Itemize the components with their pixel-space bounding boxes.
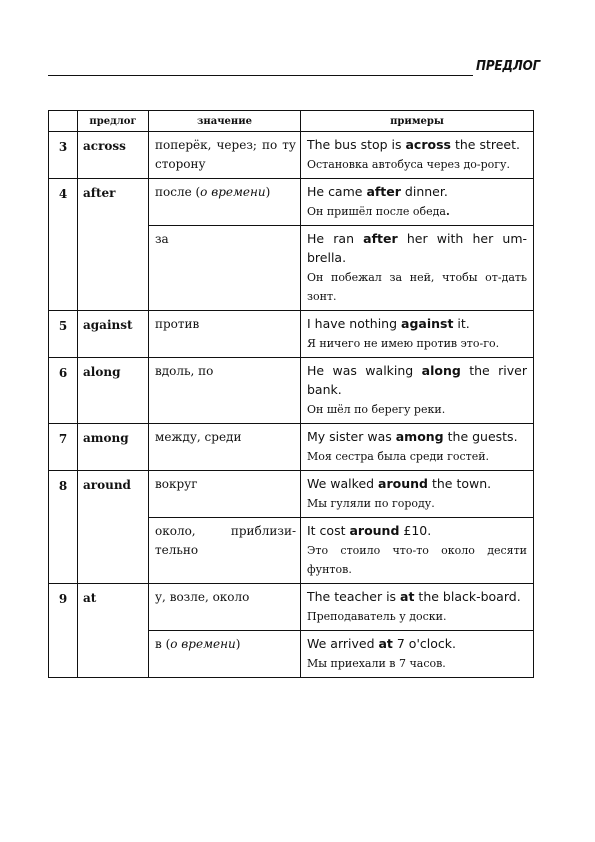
example-english-run: He ran [307, 231, 364, 246]
example-cell [301, 132, 534, 179]
example-russian-run: Он побежал за ней, чтобы от-дать зонт. [307, 271, 527, 303]
example-english-run: among [395, 429, 444, 444]
example-russian-run: Остановка автобуса через до-рогу. [307, 158, 511, 171]
table-row [49, 584, 534, 631]
row-number: 4 [49, 179, 78, 311]
meaning-cell: у, возле, около [149, 584, 301, 631]
example-cell [301, 631, 534, 678]
example-russian-run: Я ничего не имею против это-го. [307, 337, 500, 350]
meaning-run: в ( [155, 637, 171, 651]
example-english-run: I have nothing [307, 316, 402, 331]
example-english-run: We walked [307, 476, 379, 491]
example-english-run: the guests. [443, 429, 518, 444]
example-russian [307, 607, 527, 626]
example-english-run: We arrived [307, 636, 379, 651]
example-english-run: her with her um-brella. [307, 231, 528, 265]
example-cell [301, 471, 534, 518]
example-english-run: along [421, 363, 461, 378]
preposition-cell: against [78, 311, 149, 358]
table-row [49, 358, 534, 424]
example-cell [301, 584, 534, 631]
preposition-cell: among [78, 424, 149, 471]
meaning-cell [149, 631, 301, 678]
example-english [307, 314, 527, 333]
table-header-row [49, 111, 534, 132]
example-english-run: He came [307, 184, 367, 199]
example-russian [307, 268, 527, 306]
meaning-cell: вокруг [149, 471, 301, 518]
example-russian [307, 494, 527, 513]
example-russian-run: Он шёл по берегу реки. [307, 403, 446, 416]
example-cell [301, 311, 534, 358]
meaning-run: о времени [200, 185, 266, 199]
example-russian [307, 155, 527, 174]
example-english-run: It cost [307, 523, 350, 538]
example-english [307, 587, 527, 606]
example-cell [301, 179, 534, 226]
meaning-run: после ( [155, 185, 201, 199]
example-russian-run: Мы гуляли по городу. [307, 497, 435, 510]
meaning-cell: поперёк, через; по ту сторону [149, 132, 301, 179]
example-cell [301, 226, 534, 311]
example-cell [301, 424, 534, 471]
example-cell [301, 358, 534, 424]
example-english-run: The bus stop is [307, 137, 406, 152]
meaning-cell: против [149, 311, 301, 358]
row-number: 5 [49, 311, 78, 358]
meaning-run: ) [235, 637, 241, 651]
table-row [49, 132, 534, 179]
example-russian [307, 541, 527, 579]
example-english-run: after [366, 184, 401, 199]
example-english [307, 634, 527, 653]
row-number: 6 [49, 358, 78, 424]
header-rule [48, 75, 473, 76]
row-number: 9 [49, 584, 78, 678]
meaning-cell: за [149, 226, 301, 311]
example-english-run: He was walking [307, 363, 422, 378]
example-english [307, 474, 527, 493]
example-english [307, 135, 527, 154]
example-english [307, 229, 527, 267]
example-cell [301, 518, 534, 584]
preposition-cell: around [78, 471, 149, 584]
table-row [49, 311, 534, 358]
meaning-cell [149, 179, 301, 226]
meaning-run: ) [265, 185, 271, 199]
example-english [307, 521, 527, 540]
example-russian [307, 202, 527, 221]
table-row [49, 424, 534, 471]
example-english-run: at [400, 589, 415, 604]
preposition-cell: across [78, 132, 149, 179]
example-russian [307, 334, 527, 353]
prepositions-table [48, 110, 534, 678]
header-cell-meaning: значение [149, 111, 301, 132]
example-russian-run: . [445, 205, 450, 218]
meaning-cell: между, среди [149, 424, 301, 471]
meaning-cell: около, приблизи-тельно [149, 518, 301, 584]
example-english-run: dinner. [400, 184, 448, 199]
example-english-run: after [363, 231, 398, 246]
header-cell-number [49, 111, 78, 132]
example-russian-run: Он пришёл после обеда [307, 205, 446, 218]
example-english-run: the black-board. [414, 589, 521, 604]
page-header-title: ПРЕДЛОГ [476, 59, 541, 74]
meaning-cell: вдоль, по [149, 358, 301, 424]
header-cell-examples: примеры [301, 111, 534, 132]
row-number: 3 [49, 132, 78, 179]
example-english-run: around [378, 476, 428, 491]
example-russian [307, 400, 527, 419]
meaning-run: о времени [170, 637, 236, 651]
example-russian-run: Это стоило что-то около десяти фунтов. [307, 544, 527, 576]
preposition-cell: at [78, 584, 149, 678]
row-number: 8 [49, 471, 78, 584]
example-english-run: My sister was [307, 429, 396, 444]
example-english-run: 7 o'clock. [392, 636, 456, 651]
example-english-run: the street. [450, 137, 520, 152]
table-row [49, 179, 534, 226]
example-english-run: around [349, 523, 400, 538]
example-english-run: across [405, 137, 451, 152]
row-number: 7 [49, 424, 78, 471]
example-english-run: the river bank. [307, 363, 527, 397]
example-russian [307, 447, 527, 466]
preposition-cell: along [78, 358, 149, 424]
example-english [307, 182, 527, 201]
example-english-run: against [401, 316, 454, 331]
table-row [49, 471, 534, 518]
table-body [49, 132, 534, 678]
example-english-run: The teacher is [307, 589, 401, 604]
example-english-run: at [378, 636, 393, 651]
example-english [307, 427, 527, 446]
example-russian-run: Преподаватель у доски. [307, 610, 447, 623]
example-english-run: the town. [427, 476, 492, 491]
example-russian [307, 654, 527, 673]
example-russian-run: Мы приехали в 7 часов. [307, 657, 446, 670]
preposition-cell: after [78, 179, 149, 311]
example-english-run: £10. [399, 523, 432, 538]
example-english [307, 361, 527, 399]
example-russian-run: Моя сестра была среди гостей. [307, 450, 490, 463]
header-cell-preposition: предлог [78, 111, 149, 132]
example-english-run: it. [453, 316, 470, 331]
